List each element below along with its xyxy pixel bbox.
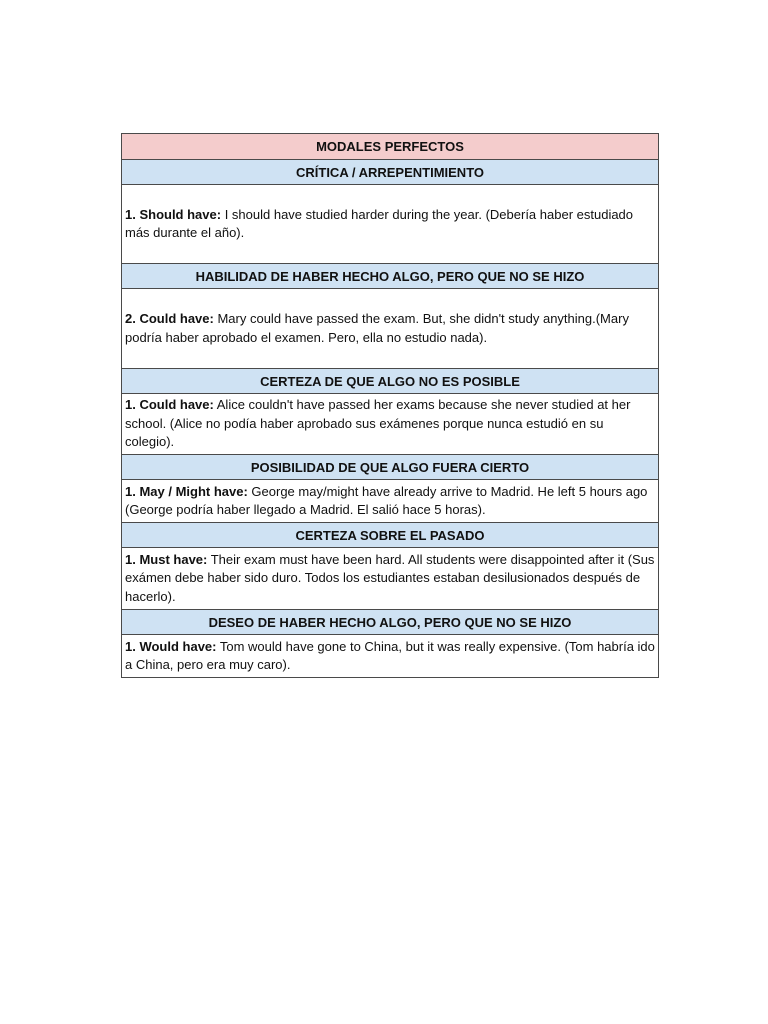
- example-text: [125, 638, 656, 675]
- table-title: [122, 133, 658, 159]
- section-heading-certeza-no-posible: [122, 368, 658, 393]
- modales-perfectos-table: [121, 133, 659, 678]
- modal-term: 1. Could have:: [125, 397, 214, 413]
- section-heading-text: DESEO DE HABER HECHO ALGO, PERO QUE NO SE HIZO: [208, 614, 572, 630]
- modal-term: 2. Could have:: [125, 311, 214, 326]
- modal-term: 1. Would have:: [125, 638, 217, 654]
- section-heading-text: HABILIDAD DE HABER HECHO ALGO, PERO QUE NO SE HIZO: [195, 268, 585, 284]
- example-text: [125, 551, 656, 607]
- section-heading-text: CRÍTICA / ARREPENTIMIENTO: [295, 164, 485, 180]
- modal-term: 1. May / Might have:: [125, 483, 248, 499]
- example-sentence: Mary could have passed the exam. But, she didn't study anything.(Mary podría haber aprobado el examen. Pero, ella no estudio nada).: [125, 311, 629, 345]
- example-sentence: Tom would have gone to China, but it was really expensive. (Tom habría ido a China, pero era muy caro).: [125, 638, 655, 672]
- section-heading-text: CERTEZA SOBRE EL PASADO: [295, 527, 485, 543]
- section-example-should-have: [122, 184, 658, 263]
- section-example-would-have: [122, 634, 658, 677]
- example-sentence: George may/might have already arrive to Madrid. He left 5 hours ago (George podría haber llegado a Madrid. El salió hace 5 horas).: [125, 483, 648, 517]
- example-text: [125, 396, 656, 452]
- section-heading-certeza-pasado: [122, 522, 658, 547]
- example-sentence: I should have studied harder during the year. (Debería haber estudiado más durante el año).: [125, 206, 634, 240]
- section-heading-text: CERTEZA DE QUE ALGO NO ES POSIBLE: [260, 373, 520, 389]
- section-example-couldnt-have: [122, 393, 658, 454]
- example-sentence: Alice couldn't have passed her exams because she never studied at her school. (Alice no podía haber aprobado sus exámenes porque nunca estudió en su colegio).: [125, 397, 631, 450]
- section-heading-posibilidad: [122, 454, 658, 479]
- modal-term: 1. Must have:: [125, 551, 208, 567]
- table-title-text: MODALES PERFECTOS: [316, 139, 464, 154]
- example-text: [125, 206, 656, 243]
- example-text: [125, 483, 656, 520]
- section-example-could-have: [122, 288, 658, 368]
- section-heading-habilidad: [122, 263, 658, 288]
- example-text: [125, 310, 656, 347]
- section-heading-deseo: [122, 609, 658, 634]
- example-sentence: Their exam must have been hard. All students were disappointed after it (Sus exámen debe haber sido duro. Todos los estudiantes estaban desilusionados después de hacerlo).: [125, 551, 655, 604]
- modal-term: 1. Should have:: [125, 206, 222, 222]
- section-example-must-have: [122, 547, 658, 609]
- section-heading-text: POSIBILIDAD DE QUE ALGO FUERA CIERTO: [250, 459, 530, 475]
- section-example-may-might-have: [122, 479, 658, 522]
- section-heading-critica: [122, 159, 658, 184]
